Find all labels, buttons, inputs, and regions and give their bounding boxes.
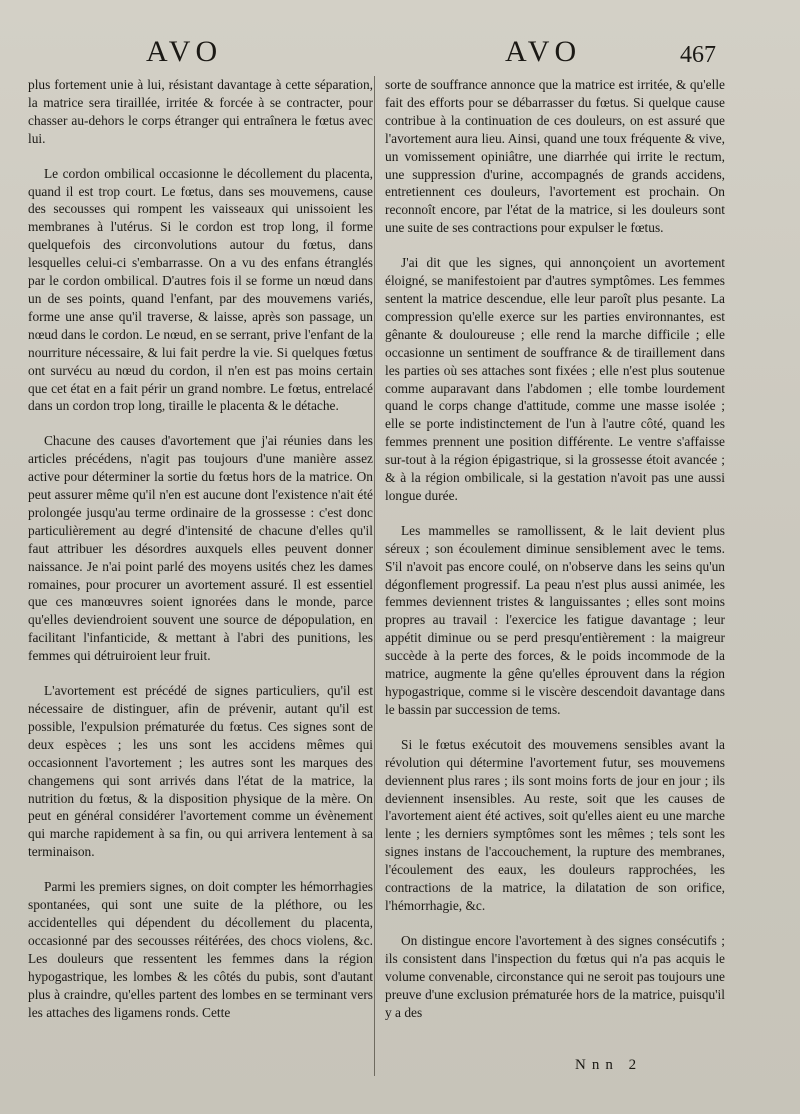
page-number: 467 — [680, 42, 716, 68]
column-divider — [374, 76, 375, 1076]
paragraph: L'avortement est précédé de signes particuliers, qu'il est nécessaire de distinguer, afin de prévenir, autant qu'il est possible, l'expulsion prématurée du fœtus. Ces signes sont de deux espèces ; les uns sont les accidens mêmes qui occasionnent l'avortement ; les autres sont les marques des changemens qui sont arrivés dans l'état de la matrice, la nutrition du fœtus, & la disposition physique de la mère. On peut en général considérer l'avortement comme un évènement qui marche rapidement à sa fin, ou qui arrivera lentement à sa terminaison. — [28, 683, 373, 860]
paragraph: Le cordon ombilical occasionne le décollement du placenta, quand il est trop court. Le fœtus, dans ses mouvemens, cause des secousses qui rompent les vaisseaux qui unissoient les membranes à l'utérus. Si le cordon est trop long, il forme quelquefois des circonvolutions autour du fœtus, dans lesquelles celui-ci s'embarrasse. On a vu des enfans étranglés par le cordon ombilical. D'autres fois il se forme un nœud dans un de ses points, quand l'enfant, par des mouvemens variés, forme une anse qu'il traverse, & laisse, après son passage, un nœud dans le cordon. Le nœud, en se serrant, prive l'enfant de la nourriture nécessaire, & lui fait perdre la vie. Si quelques fœtus ont survécu au nœud du cordon, il n'en est pas moins certain que cet état en a fait périr un grand nombre. Le fœtus, entrelacé dans un cordon trop long, tiraille le placenta & le détache. — [28, 165, 373, 414]
paragraph: sorte de souffrance annonce que la matrice est irritée, & qu'elle fait des efforts pour se débarrasser du fœtus. Si quelque cause contribue à la continuation de ces douleurs, on est assuré que l'avortement aura lieu. Ainsi, quand une toux fréquente & vive, un vomissement opiniâtre, une diarrhée qui irrite le rectum, une suppression d'urine, accompagnés de grands accidens, entretiennent ces douleurs, l'avortement est prochain. On reconnoît encore, par l'état de la matrice, si les douleurs sont une suite de ses contractions pour expulser le fœtus. — [385, 77, 725, 236]
paragraph: Chacune des causes d'avortement que j'ai réunies dans les articles précédens, n'agit pas toujours d'une manière assez active pour déterminer la sortie du fœtus hors de la matrice. On peut assurer même qu'il n'en est aucune dont l'existence n'ait été prolongée jusqu'au terme ordinaire de la grossesse : c'est donc particulièrement au degré d'intensité de chacune d'elles qu'il faut attribuer les désordres auxquels elles peuvent donner naissance. Je n'ai point parlé des moyens usités chez les dames romaines, pour procurer un avortement assuré. Il est essentiel que ces manœuvres soient ignorées dans le monde, parce qu'elles deviendroient souvent une source de dépopulation, en facilitant l'infanticide, & mettant à l'abri des punitions, les femmes qui détruiroient leur fruit. — [28, 433, 373, 664]
running-head-right: AVO — [505, 35, 582, 68]
paragraph: Si le fœtus exécutoit des mouvemens sensibles avant la révolution qui détermine l'avortement futur, ses mouvemens deviennent plus rares ; ils sont moins forts de jour en jour ; ils deviennent insensibles. Au reste, soit que les causes de l'avortement aient été actives, soit qu'elles aient eu une marche lente ; les derniers symptômes sont les mêmes ; tels sont les signes instans de l'accouchement, la rupture des membranes, l'écoulement des eaux, les douleurs rapprochées, les contractions de la matrice, la dilatation de son orifice, l'hémorrhagie, &c. — [385, 736, 725, 913]
signature-mark: Nnn 2 — [575, 1057, 643, 1073]
paragraph: J'ai dit que les signes, qui annonçoient un avortement éloigné, se manifestoient par d'autres symptômes. Les femmes sentent la matrice descendue, elle leur paroît plus pesante. La compression qu'elle exerce sur les parties environnantes, est gênante & douloureuse ; elle rend la marche difficile ; elle occasionne un sentiment de souffrance & de tiraillement dans les parties où ses attaches sont fixées ; elle n'est plus soutenue comme auparavant dans l'abdomen ; elle tombe lourdement quand le corps change d'attitude, comme une masse isolée ; elle se porte indistinctement de l'un à l'autre côté, quand les femmes prennent une position différente. Le ventre s'affaisse sur-tout à la région épigastrique, si la grossesse étoit avancée ; & à la région ombilicale, si la gestation n'avoit pas une aussi longue durée. — [385, 255, 725, 503]
paragraph: Les mammelles se ramollissent, & le lait devient plus séreux ; son écoulement diminue sensiblement avec le tems. S'il n'avoit pas encore coulé, on n'observe dans les seins qu'un dégonflement progressif. La peau n'est plus aussi animée, les femmes deviennent tristes & languissantes ; elles sont moins propres au travail : l'exercice les fatigue davantage ; leur appétit diminue ou se perd presqu'entièrement : la maigreur succède à la perte des forces, & le poids incommode de la matrice, augmente la gêne qu'elles éprouvent dans la région hypogastrique, comme si le viscère descendoit davantage dans le bassin par succession de tems. — [385, 522, 725, 717]
paragraph: plus fortement unie à lui, résistant davantage à cette séparation, la matrice sera tiraillée, irritée & forcée à se contracter, pour chasser au-dehors le corps étranger qui entraînera le fœtus avec lui. — [28, 77, 373, 146]
right-column — [385, 76, 725, 1038]
running-head-left: AVO — [146, 35, 223, 68]
paragraph: Parmi les premiers signes, on doit compter les hémorrhagies spontanées, qui sont une suite de la pléthore, ou les accidentelles qui dépendent du décollement du placenta, occasionné par des secousses réitérées, des chocs violens, &c. Les douleurs que ressentent les femmes dans la région hypogastrique, les lombes & les côtés du pubis, sont d'autant plus à craindre, qu'elles partent des lombes en se terminant vers les attaches des ligamens ronds. Cette — [28, 879, 373, 1020]
left-column — [28, 76, 373, 1038]
paragraph: On distingue encore l'avortement à des signes consécutifs ; ils consistent dans l'inspection du fœtus qui n'a pas acquis le volume convenable, circonstance qui ne seroit pas toujours une preuve d'une exclusion prématurée hors de la matrice, puisqu'il y a des — [385, 932, 725, 1020]
